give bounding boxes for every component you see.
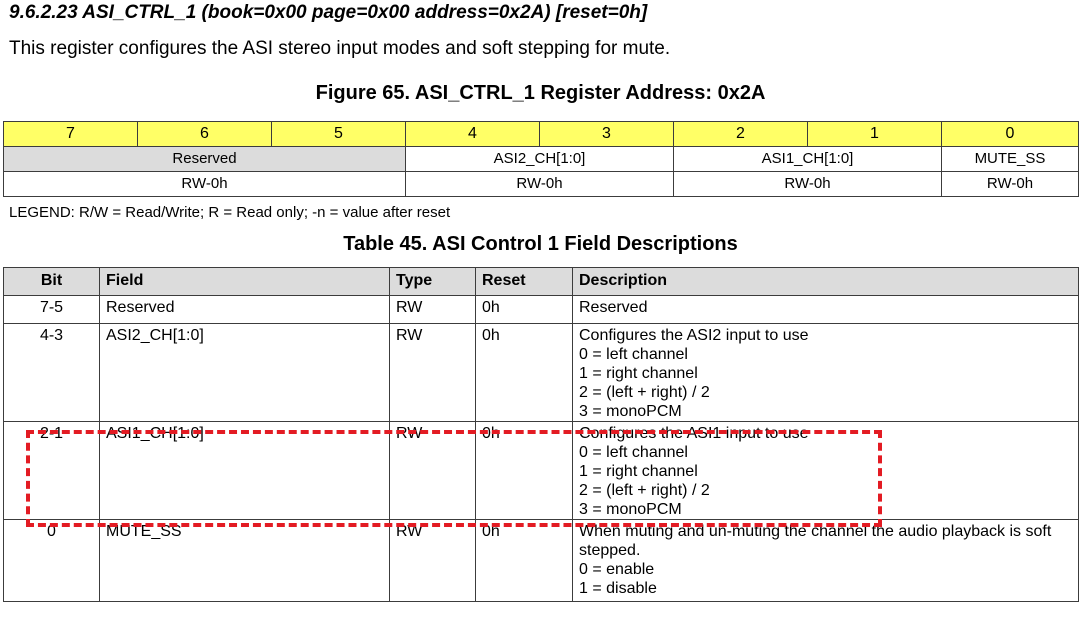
field-value: MUTE_SS xyxy=(100,520,390,602)
field-cell-mute-ss: MUTE_SS xyxy=(942,147,1079,172)
description-line: 1 = disable xyxy=(579,580,657,597)
description-line: 2 = (left + right) / 2 xyxy=(579,482,710,499)
register-map xyxy=(3,121,1079,197)
figure-title: Figure 65. ASI_CTRL_1 Register Address: 0x2A xyxy=(315,82,766,104)
description-line: 0 = left channel xyxy=(579,444,688,461)
description-line: Configures the ASI1 input to use xyxy=(579,425,809,442)
description-value xyxy=(573,422,1079,520)
access-cell: RW-0h xyxy=(406,172,674,197)
section-intro: This register configures the ASI stereo input modes and soft stepping for mute. xyxy=(9,38,671,59)
reset-value: 0h xyxy=(476,296,573,324)
bit-value: 4-3 xyxy=(4,324,100,422)
description-line: 2 = (left + right) / 2 xyxy=(579,384,710,401)
header-description: Description xyxy=(573,268,1079,296)
reset-value: 0h xyxy=(476,324,573,422)
type-value: RW xyxy=(390,296,476,324)
description-value xyxy=(573,520,1079,602)
field-cell-asi1-ch: ASI1_CH[1:0] xyxy=(674,147,942,172)
bit-cell: 1 xyxy=(808,122,942,147)
description-line: When muting and un-muting the channel the audio playback is soft stepped. xyxy=(579,523,1052,559)
type-value: RW xyxy=(390,520,476,602)
bit-cell: 4 xyxy=(406,122,540,147)
type-value: RW xyxy=(390,422,476,520)
field-value: Reserved xyxy=(100,296,390,324)
access-cell: RW-0h xyxy=(942,172,1079,197)
description-line: 3 = monoPCM xyxy=(579,501,682,518)
bit-cell: 7 xyxy=(4,122,138,147)
table-row xyxy=(4,324,1079,422)
bit-cell: 0 xyxy=(942,122,1079,147)
reset-value: 0h xyxy=(476,520,573,602)
description-line: 0 = left channel xyxy=(579,346,688,363)
field-value: ASI2_CH[1:0] xyxy=(100,324,390,422)
table-row xyxy=(4,520,1079,602)
description-line: 3 = monoPCM xyxy=(579,403,682,420)
reset-value: 0h xyxy=(476,422,573,520)
table-row xyxy=(4,296,1079,324)
field-value: ASI1_CH[1:0] xyxy=(100,422,390,520)
register-legend: LEGEND: R/W = Read/Write; R = Read only; -n = value after reset xyxy=(9,204,451,221)
field-cell-asi2-ch: ASI2_CH[1:0] xyxy=(406,147,674,172)
header-field: Field xyxy=(100,268,390,296)
description-line: 1 = right channel xyxy=(579,365,698,382)
description-line: Configures the ASI2 input to use xyxy=(579,327,809,344)
header-bit: Bit xyxy=(4,268,100,296)
table-header-row xyxy=(4,268,1079,296)
description-line: Reserved xyxy=(579,299,648,316)
description-value xyxy=(573,324,1079,422)
description-line: 1 = right channel xyxy=(579,463,698,480)
description-value xyxy=(573,296,1079,324)
header-type: Type xyxy=(390,268,476,296)
bit-value: 2-1 xyxy=(4,422,100,520)
field-cell-reserved: Reserved xyxy=(4,147,406,172)
description-line: 0 = enable xyxy=(579,561,655,578)
bit-cell: 3 xyxy=(540,122,674,147)
register-bit-row xyxy=(4,122,1079,147)
field-descriptions-table xyxy=(3,267,1079,602)
register-access-row xyxy=(4,172,1079,197)
section-heading: 9.6.2.23 ASI_CTRL_1 (book=0x00 page=0x00 address=0x2A) [reset=0h] xyxy=(9,2,648,23)
type-value: RW xyxy=(390,324,476,422)
table-title: Table 45. ASI Control 1 Field Descriptions xyxy=(343,233,738,255)
table-row xyxy=(4,422,1079,520)
bit-cell: 2 xyxy=(674,122,808,147)
access-cell: RW-0h xyxy=(674,172,942,197)
bit-cell: 6 xyxy=(138,122,272,147)
bit-cell: 5 xyxy=(272,122,406,147)
bit-value: 7-5 xyxy=(4,296,100,324)
header-reset: Reset xyxy=(476,268,573,296)
register-field-row xyxy=(4,147,1079,172)
bit-value: 0 xyxy=(4,520,100,602)
access-cell: RW-0h xyxy=(4,172,406,197)
